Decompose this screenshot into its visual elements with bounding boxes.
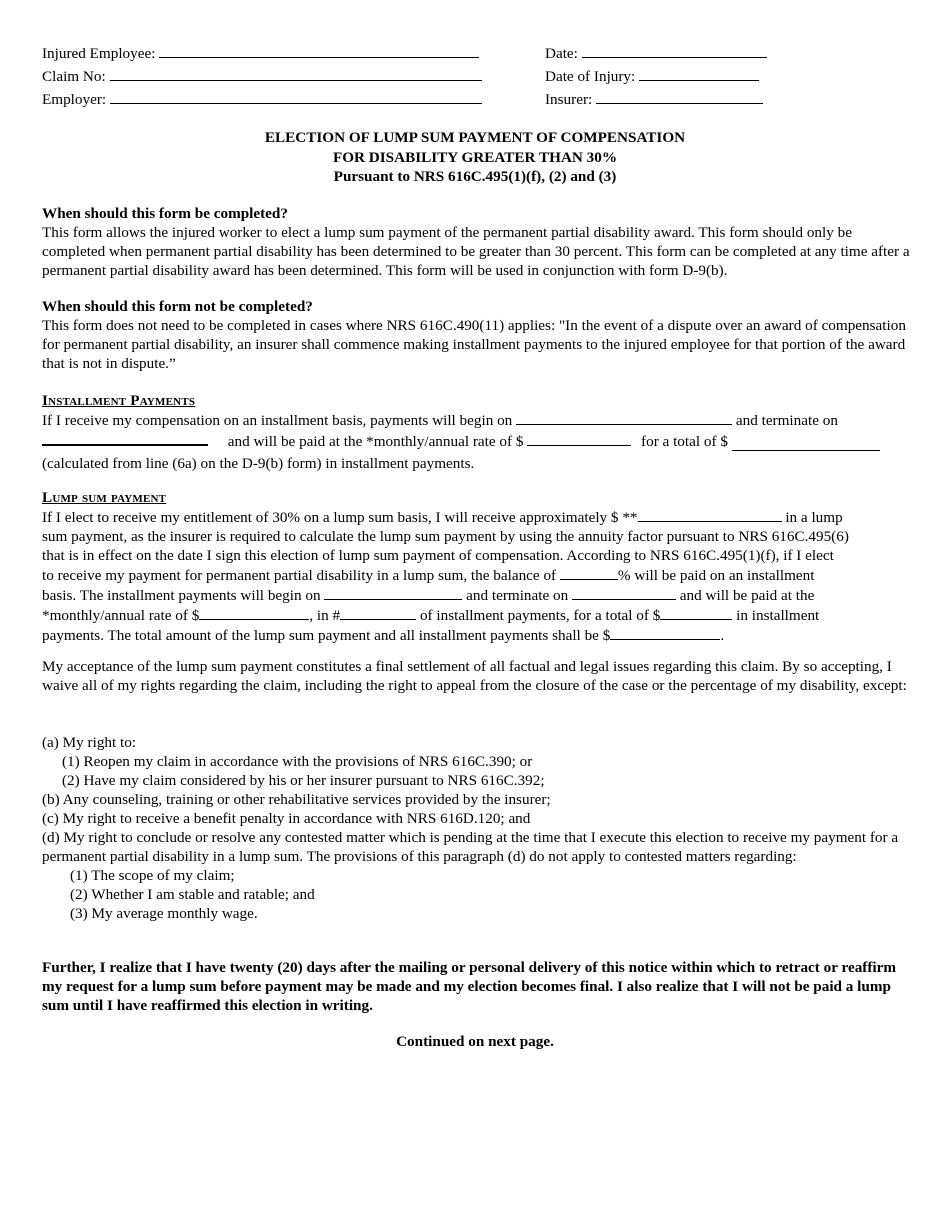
lump-sum-text-5c: and will be paid at the bbox=[679, 587, 815, 604]
right-b: (b) Any counseling, training or other rehabilitative services provided by the insurer; bbox=[42, 791, 551, 808]
further-notice: Further, I realize that I have twenty (20) days after the mailing or personal delivery of this notice within which to retract or reaffirm my request for a lump sum before payment may be made and my election becomes final. I also realize that I will not be paid a lump sum until I have reaffirmed this election in writing. bbox=[42, 959, 897, 1014]
when-not-completed-heading: When should this form not be completed? bbox=[42, 298, 313, 315]
right-d-2: (2) Whether I am stable and ratable; and bbox=[70, 886, 315, 903]
lump-sum-text-7a: payments. The total amount of the lump sum payment and all installment payments shall be $ bbox=[42, 627, 611, 644]
title-line-1: ELECTION OF LUMP SUM PAYMENT OF COMPENSATION bbox=[264, 129, 686, 146]
date-of-injury-field[interactable] bbox=[639, 65, 759, 81]
date-of-injury-label: Date of Injury: bbox=[545, 68, 636, 85]
lump-sum-line-1 bbox=[42, 507, 910, 527]
claim-no-field[interactable] bbox=[110, 65, 482, 81]
insurer-field[interactable] bbox=[596, 88, 763, 104]
form-title bbox=[42, 128, 908, 187]
right-a-1: (1) Reopen my claim in accordance with the provisions of NRS 616C.390; or bbox=[62, 753, 533, 770]
lump-sum-text-1b: in a lump bbox=[785, 509, 843, 526]
insurer-label: Insurer: bbox=[545, 91, 593, 108]
when-completed-heading: When should this form be completed? bbox=[42, 205, 288, 222]
lump-sum-terminate-date-field[interactable] bbox=[572, 585, 676, 600]
lump-sum-rate-field[interactable] bbox=[199, 605, 309, 620]
installment-total-field[interactable] bbox=[732, 436, 880, 451]
installment-text-3: and will be paid at the *monthly/annual rate of $ bbox=[227, 433, 524, 450]
lump-sum-grand-total-field[interactable] bbox=[610, 625, 720, 640]
installment-begin-date-field[interactable] bbox=[516, 410, 732, 425]
lump-sum-text-4b: % will be paid on an installment bbox=[617, 567, 815, 584]
lump-sum-installment-total-field[interactable] bbox=[660, 605, 732, 620]
lump-sum-text-6b: , in # bbox=[309, 607, 341, 624]
when-completed-section bbox=[42, 204, 910, 280]
title-line-3: Pursuant to NRS 616C.495(1)(f), (2) and (3) bbox=[333, 168, 617, 185]
lump-sum-text-5b: and terminate on bbox=[466, 587, 569, 604]
acceptance-paragraph: My acceptance of the lump sum payment constitutes a final settlement of all factual and legal issues regarding this claim. By so accepting, I waive all of my rights regarding the claim, including the right to appeal from the closure of the case or the percentage of my disability, except: bbox=[42, 658, 907, 694]
installment-text-4: for a total of $ bbox=[641, 433, 728, 450]
lump-sum-heading: Lump sum payment bbox=[42, 489, 167, 506]
rights-list bbox=[42, 733, 910, 923]
lump-sum-section bbox=[42, 488, 910, 645]
lump-sum-line-2: sum payment, as the insurer is required to calculate the lump sum payment by using the annuity factor pursuant to NRS 616C.495(6) bbox=[42, 528, 849, 545]
lump-sum-text-6a: *monthly/annual rate of $ bbox=[42, 607, 200, 624]
lump-sum-line-5 bbox=[42, 585, 910, 605]
when-completed-body: This form allows the injured worker to elect a lump sum payment of the permanent partial disability award. This form should only be completed when permanent partial disability has been determined to be greater than 30 percent. This form can be completed at any time after a permanent partial disability award has been determined. This form will be used in conjunction with form D-9(b). bbox=[42, 224, 910, 279]
lump-sum-line-3: that is in effect on the date I sign this election of lump sum payment of compensation. According to NRS 616C.495(1)(f), if I elect bbox=[42, 547, 834, 564]
installment-text-1: If I receive my compensation on an installment basis, payments will begin on bbox=[42, 412, 513, 429]
right-d-1: (1) The scope of my claim; bbox=[70, 867, 235, 884]
lump-sum-text-6d: in installment bbox=[736, 607, 820, 624]
right-a: (a) My right to: bbox=[42, 734, 137, 751]
installment-rate-field[interactable] bbox=[527, 431, 631, 446]
installment-line-2 bbox=[42, 430, 910, 449]
lump-sum-line-4 bbox=[42, 565, 910, 585]
continued-note: Continued on next page. bbox=[396, 1033, 554, 1050]
installment-terminate-date-field[interactable] bbox=[42, 430, 208, 446]
date-label: Date: bbox=[545, 45, 578, 62]
date-of-injury-row bbox=[545, 65, 759, 86]
lump-sum-text-6c: of installment payments, for a total of $ bbox=[419, 607, 661, 624]
installment-heading: Installment Payments bbox=[42, 392, 196, 409]
lump-sum-amount-field[interactable] bbox=[638, 507, 782, 522]
employer-field[interactable] bbox=[110, 88, 482, 104]
title-line-2: FOR DISABILITY GREATER THAN 30% bbox=[332, 148, 618, 166]
injured-employee-row bbox=[42, 42, 479, 63]
when-not-completed-section bbox=[42, 297, 910, 373]
lump-sum-line-7 bbox=[42, 625, 910, 645]
date-field[interactable] bbox=[582, 42, 767, 58]
installment-text-2: and terminate on bbox=[735, 412, 838, 429]
lump-sum-text-1a: If I elect to receive my entitlement of 30% on a lump sum basis, I will receive approximately $ ** bbox=[42, 509, 638, 526]
installment-section bbox=[42, 391, 910, 473]
lump-sum-text-7b: . bbox=[720, 627, 725, 644]
injured-employee-field[interactable] bbox=[159, 42, 479, 58]
lump-sum-text-5a: basis. The installment payments will begin on bbox=[42, 587, 321, 604]
lump-sum-number-of-payments-field[interactable] bbox=[340, 605, 416, 620]
installment-line-1 bbox=[42, 410, 910, 430]
installment-text-5: (calculated from line (6a) on the D-9(b) form) in installment payments. bbox=[42, 455, 475, 472]
employer-label: Employer: bbox=[42, 91, 107, 108]
right-d-3: (3) My average monthly wage. bbox=[70, 905, 258, 922]
lump-sum-text-4a: to receive my payment for permanent partial disability in a lump sum, the balance of bbox=[42, 567, 557, 584]
right-d: (d) My right to conclude or resolve any contested matter which is pending at the time that I execute this election to receive my payment for a permanent partial disability in a lump sum. The provisions of this paragraph (d) do not apply to contested matters regarding: bbox=[42, 829, 899, 865]
insurer-row bbox=[545, 88, 763, 109]
right-a-2: (2) Have my claim considered by his or her insurer pursuant to NRS 616C.392; bbox=[62, 772, 545, 789]
lump-sum-line-6 bbox=[42, 605, 910, 625]
claim-no-row bbox=[42, 65, 482, 86]
lump-sum-balance-percent-field[interactable] bbox=[560, 565, 618, 580]
lump-sum-begin-date-field[interactable] bbox=[324, 585, 462, 600]
right-c: (c) My right to receive a benefit penalty in accordance with NRS 616D.120; and bbox=[42, 810, 531, 827]
date-row bbox=[545, 42, 767, 63]
claim-no-label: Claim No: bbox=[42, 68, 106, 85]
injured-employee-label: Injured Employee: bbox=[42, 45, 156, 62]
when-not-completed-body: This form does not need to be completed in cases where NRS 616C.490(11) applies: "In the event of a dispute over an award of compensation for permanent partial disability, an insurer shall commence making installment payments to the injured employee for that portion of the award that is not in dispute.” bbox=[42, 317, 906, 372]
employer-row bbox=[42, 88, 482, 109]
